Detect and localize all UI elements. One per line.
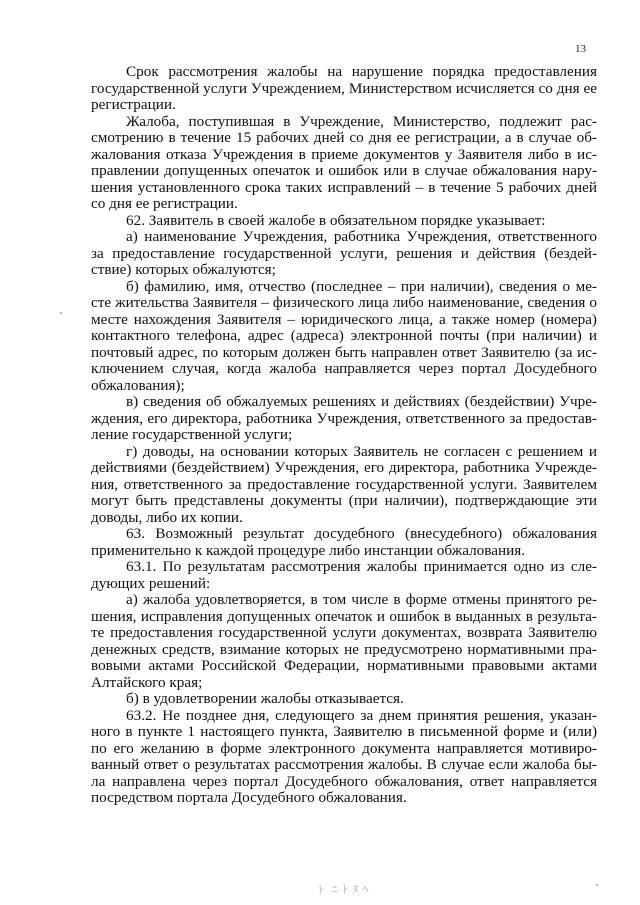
text-line: денежных средств, взимание которых не предусмотрено нормативными пра- xyxy=(91,640,597,658)
text-line: со дня ее регистрации. xyxy=(91,195,238,212)
scan-speck xyxy=(60,312,62,314)
text-line: жалования отказа Учреждения в приеме документов у Заявителя либо в ис- xyxy=(91,145,597,163)
page-number: 13 xyxy=(575,43,586,55)
text-line: дующих решений: xyxy=(91,574,211,592)
scan-speck xyxy=(596,884,598,886)
text-line: 63.2. Не позднее дня, следующего за днем принятия решения, указан- xyxy=(126,706,597,724)
text-line: ного в пункте 1 настоящего пункта, Заявителю в письменной форме и (или) xyxy=(91,723,597,740)
text-line: регистрации. xyxy=(91,96,176,113)
text-line: б) в удовлетворении жалобы отказывается. xyxy=(126,690,404,707)
text-line: те предоставления государственной услуги документах, возврата Заявителю xyxy=(91,624,597,641)
text-line: г) доводы, на основании которых Заявитель не согласен с решением и xyxy=(126,442,597,460)
text-line: б) фамилию, имя, отчество (последнее – при наличии), сведения о ме- xyxy=(126,277,597,295)
text-line: доводы, либо их копии. xyxy=(91,508,243,526)
text-line: шения, исправления допущенных опечаток и ошибок в выданных в результа- xyxy=(91,607,597,625)
text-line: сте жительства Заявителя – физического лица либо наименование, сведения о xyxy=(91,294,597,311)
document-body xyxy=(91,64,597,807)
text-line: применительно к каждой процедуре либо инстанции обжалования. xyxy=(91,541,526,559)
text-line: могут быть представлены документы (при наличии), подтверждающие эти xyxy=(91,492,597,509)
text-line: посредством портала Досудебного обжалования. xyxy=(91,789,407,806)
text-line: ла направлена через портал Досудебного обжалования, ответ направляется xyxy=(91,772,597,790)
text-line: почтовый адрес, по которым должен быть направлен ответ Заявителю (за ис- xyxy=(91,343,597,361)
text-line: 62. Заявитель в своей жалобе в обязательном порядке указывает: xyxy=(126,211,546,229)
text-line: Алтайского края; xyxy=(91,673,203,691)
text-line: ждения, его директора, работника Учреждения, ответственного за предостав- xyxy=(91,409,597,427)
text-line: контактного телефона, адрес (адреса) электронной почты (при наличии) и xyxy=(91,327,597,344)
text-line: Срок рассмотрения жалобы на нарушение порядка предоставления xyxy=(126,63,597,80)
text-line: обжалования); xyxy=(91,376,185,394)
text-line: 63.1. По результатам рассмотрения жалобы принимается одно из сле- xyxy=(126,558,597,575)
text-line: ключением случая, когда жалоба направляется через портал Досудебного xyxy=(91,360,597,377)
text-line: ния, ответственного за предоставление государственной услуги. Заявителем xyxy=(91,475,597,493)
text-line: за предоставление государственной услуги, решения и действия (бездей- xyxy=(91,244,597,262)
text-line: государственной услуги Учреждением, Министерством исчисляется со дня ее xyxy=(91,79,597,97)
text-line: ление государственной услуги; xyxy=(91,426,293,443)
text-line: а) жалоба удовлетворяется, в том числе в форме отмены принятого ре- xyxy=(126,591,597,608)
text-line: 63. Возможный результат досудебного (внесудебного) обжалования xyxy=(126,525,597,542)
text-line: шения установленного срока таких исправлений – в течение 5 рабочих дней xyxy=(91,178,597,196)
text-line: смотрению в течение 15 рабочих дней со дня ее регистрации, а в случае об- xyxy=(91,129,597,146)
text-line: в) сведения об обжалуемых решениях и действиях (бездействии) Учре- xyxy=(126,393,597,410)
text-line: а) наименование Учреждения, работника Учреждения, ответственного xyxy=(126,228,597,245)
text-line: ствие) которых обжалуются; xyxy=(91,261,276,278)
text-line: действиями (бездействием) Учреждения, его директора, работника Учрежде- xyxy=(91,459,597,476)
margin-scribble: ﾄ ﾆ ﾄ ﾇ ﾍ xyxy=(317,883,370,897)
text-line: по его желанию в форме электронного документа направляется мотивиро- xyxy=(91,739,597,757)
text-line: ванный ответ о результатах рассмотрения жалобы. В случае если жалоба бы- xyxy=(91,756,597,773)
text-line: правлении допущенных опечаток и ошибок или в случае обжалования нару- xyxy=(91,162,597,179)
text-line: месте нахождения Заявителя – юридического лица, а также номер (номера) xyxy=(91,310,597,328)
text-line: Жалоба, поступившая в Учреждение, Министерство, подлежит рас- xyxy=(126,112,597,130)
text-line: вовыми актами Российской Федерации, нормативными правовыми актами xyxy=(91,657,597,674)
